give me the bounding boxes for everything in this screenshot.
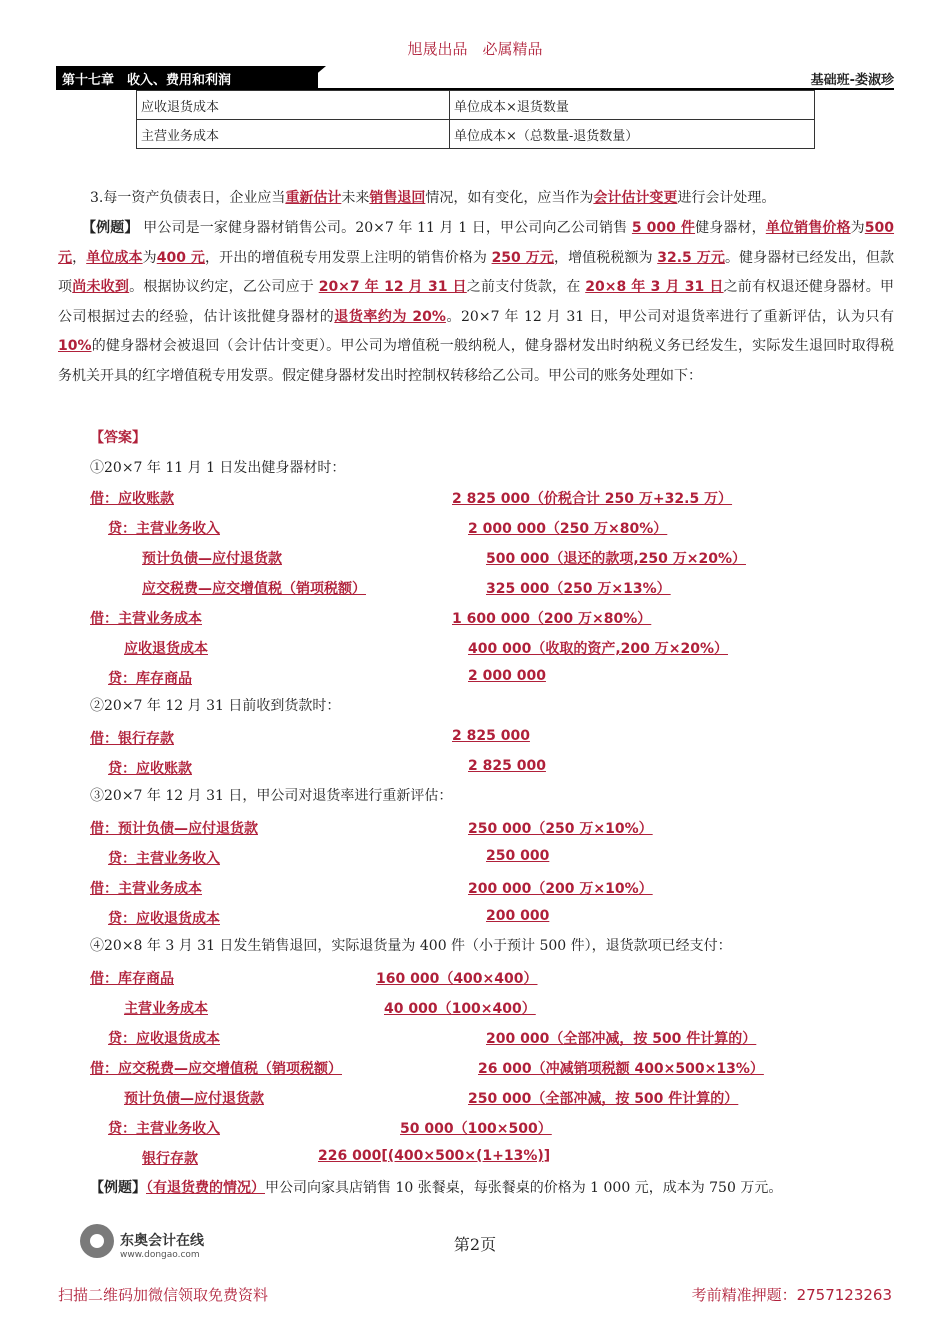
entry-account: 贷：应收退货成本 xyxy=(108,1031,220,1047)
text-run: 未来 xyxy=(341,190,370,206)
step-4: ④20×8 年 3 月 31 日发生销售退回，实际退货量为 400 件（小于预计 500 件），退货款项已经支付： xyxy=(90,938,732,954)
entry-account: 借：应收账款 xyxy=(90,491,174,507)
keyword: 32.5 万元 xyxy=(657,249,725,266)
entry-amount: 160 000（400×400） xyxy=(376,971,538,987)
entry-account: 银行存款 xyxy=(142,1151,198,1167)
keyword: 销售退回 xyxy=(369,190,426,206)
entry-amount: 226 000[(400×500×(1+13%)] xyxy=(318,1148,551,1164)
course-name: 基础班-娄淑珍 xyxy=(810,73,894,88)
logo-url: www.dongao.com xyxy=(120,1250,200,1260)
answer-label: 【答案】 xyxy=(90,430,146,446)
entry-amount: 250 000 xyxy=(486,848,550,864)
example-2 xyxy=(90,1174,782,1202)
step-3: ③20×7 年 12 月 31 日，甲公司对退货率进行重新评估： xyxy=(90,788,453,804)
keyword: 10% xyxy=(58,338,92,355)
keyword: 会计估计变更 xyxy=(593,190,678,206)
entry-amount: 2 000 000（250 万×80%） xyxy=(468,521,668,537)
example-label: 【例题】 xyxy=(90,1180,146,1196)
entry-amount: 200 000（全部冲减，按 500 件计算的） xyxy=(486,1031,757,1047)
entry-amount: 200 000（200 万×10%） xyxy=(468,881,653,897)
entry-account: 预计负债—应付退货款 xyxy=(142,551,282,567)
brand-slogan: 旭晟出品 必属精品 xyxy=(407,40,543,58)
keyword: 20×8 年 3 月 31 日 xyxy=(585,279,724,296)
cost-table xyxy=(136,90,815,149)
entry-amount: 2 825 000 xyxy=(468,758,546,774)
keyword: 重新估计 xyxy=(285,190,342,206)
table-cell: 单位成本×（总数量-退货数量） xyxy=(450,120,815,149)
entry-amount: 200 000 xyxy=(486,908,550,924)
text-run: ，增值税税额为 xyxy=(553,249,658,266)
entry-amount: 26 000（冲减销项税额 400×500×13%） xyxy=(478,1061,764,1077)
entry-account: 贷：应收账款 xyxy=(108,761,192,777)
entry-account: 借：预计负债—应付退货款 xyxy=(90,821,258,837)
text-run: 之前有权退还健身器材。甲公司根据过去的经验，估计该批健身器材的 xyxy=(58,279,895,325)
entry-amount: 2 000 000 xyxy=(468,668,546,684)
keyword: 5 000 件 xyxy=(631,220,696,236)
entry-account: 主营业务成本 xyxy=(124,1001,208,1017)
keyword: 单位销售价格 xyxy=(765,220,851,236)
entry-amount: 325 000（250 万×13%） xyxy=(486,581,671,597)
table-row xyxy=(137,91,815,120)
text-run: 为 xyxy=(850,220,865,236)
entry-amount: 250 000（250 万×10%） xyxy=(468,821,653,837)
entry-account: 借：应交税费—应交增值税（销项税额） xyxy=(90,1061,342,1077)
entry-account: 借：库存商品 xyxy=(90,971,174,987)
table-cell: 应收退货成本 xyxy=(137,91,450,120)
step-1: ①20×7 年 11 月 1 日发出健身器材时： xyxy=(90,460,346,476)
entry-account: 贷：应收退货成本 xyxy=(108,911,220,927)
chapter-bar-tip xyxy=(300,66,326,88)
entry-account: 贷：主营业务收入 xyxy=(108,521,220,537)
footer-right-note: 考前精准押题：2757123263 xyxy=(691,1286,892,1304)
text-run: 的健身器材会被退回（会计估计变更）。甲公司为增值税一般纳税人，健身器材发出时纳税义务已经发生，实际发生退回时取得税务机关开具的红字增值税专用发票。假定健身器材发出时控制权转移给乙公司。甲公司的账务处理如下： xyxy=(58,338,894,384)
text-run: 为 xyxy=(142,249,157,266)
keyword: 400 元 xyxy=(156,249,206,266)
entry-amount: 250 000（全部冲减，按 500 件计算的） xyxy=(468,1091,739,1107)
table-cell: 单位成本×退货数量 xyxy=(450,91,815,120)
entry-amount: 50 000（100×500） xyxy=(400,1121,552,1137)
text-run: 3.每一资产负债表日，企业应当 xyxy=(90,190,286,206)
example-label: 【例题】 xyxy=(82,220,139,236)
text-run: 进行会计处理。 xyxy=(677,190,776,206)
entry-account: 借：主营业务成本 xyxy=(90,881,202,897)
entry-account: 贷：库存商品 xyxy=(108,671,192,687)
text-run: 情况，如有变化，应当作为 xyxy=(425,190,594,206)
keyword: 250 万元 xyxy=(491,249,554,266)
text-run: 。健身器材已经发出，但款项 xyxy=(58,249,895,296)
text-run: ，开出的增值税专用发票上注明的销售价格为 xyxy=(205,249,492,266)
text-run: 之前支付货款，在 xyxy=(466,279,586,296)
text-run: 甲公司是一家健身器材销售公司。20×7 年 11 月 1 日，甲公司向乙公司销售 xyxy=(143,220,632,236)
example-1 xyxy=(58,214,894,392)
entry-amount: 500 000（退还的款项,250 万×20%） xyxy=(486,551,746,567)
entry-amount: 2 825 000 xyxy=(452,728,530,744)
point-3 xyxy=(58,184,894,212)
step-2: ②20×7 年 12 月 31 日前收到货款时： xyxy=(90,698,341,714)
entry-account: 应收退货成本 xyxy=(124,641,208,657)
text-run: 健身器材， xyxy=(695,220,766,236)
text-run: 。根据协议约定，乙公司应于 xyxy=(129,279,319,296)
page-number: 第2页 xyxy=(453,1235,497,1254)
entry-account: 贷：主营业务收入 xyxy=(108,851,220,867)
chapter-title: 第十七章 收入、费用和利润 xyxy=(62,73,232,88)
keyword: 退货率约为 20% xyxy=(334,308,446,325)
example-text: 甲公司向家具店销售 10 张餐桌，每张餐桌的价格为 1 000 元，成本为 750 万元。 xyxy=(265,1180,783,1196)
entry-account: 应交税费—应交增值税（销项税额） xyxy=(142,581,366,597)
keyword: 单位成本 xyxy=(86,249,143,266)
entry-account: 借：主营业务成本 xyxy=(90,611,202,627)
example-tag: （有退货费的情况） xyxy=(146,1180,265,1196)
entry-amount: 2 825 000（价税合计 250 万+32.5 万） xyxy=(452,491,733,507)
logo-text: 东奥会计在线 xyxy=(120,1233,204,1249)
text-run: 。20×7 年 12 月 31 日，甲公司对退货率进行了重新评估，认为只有 xyxy=(445,308,894,325)
entry-amount: 400 000（收取的资产,200 万×20%） xyxy=(468,641,728,657)
entry-account: 预计负债—应付退货款 xyxy=(124,1091,264,1107)
keyword: 尚未收到 xyxy=(72,279,130,296)
table-row xyxy=(137,120,815,149)
entry-account: 借：银行存款 xyxy=(90,731,174,747)
table-cell: 主营业务成本 xyxy=(137,120,450,149)
entry-amount: 40 000（100×400） xyxy=(384,1001,536,1017)
entry-amount: 1 600 000（200 万×80%） xyxy=(452,611,652,627)
keyword: 500 元 xyxy=(58,220,895,266)
text-run: ， xyxy=(72,249,87,266)
keyword: 20×7 年 12 月 31 日 xyxy=(318,279,467,296)
entry-account: 贷：主营业务收入 xyxy=(108,1121,220,1137)
footer-left-note: 扫描二维码加微信领取免费资料 xyxy=(58,1286,269,1304)
